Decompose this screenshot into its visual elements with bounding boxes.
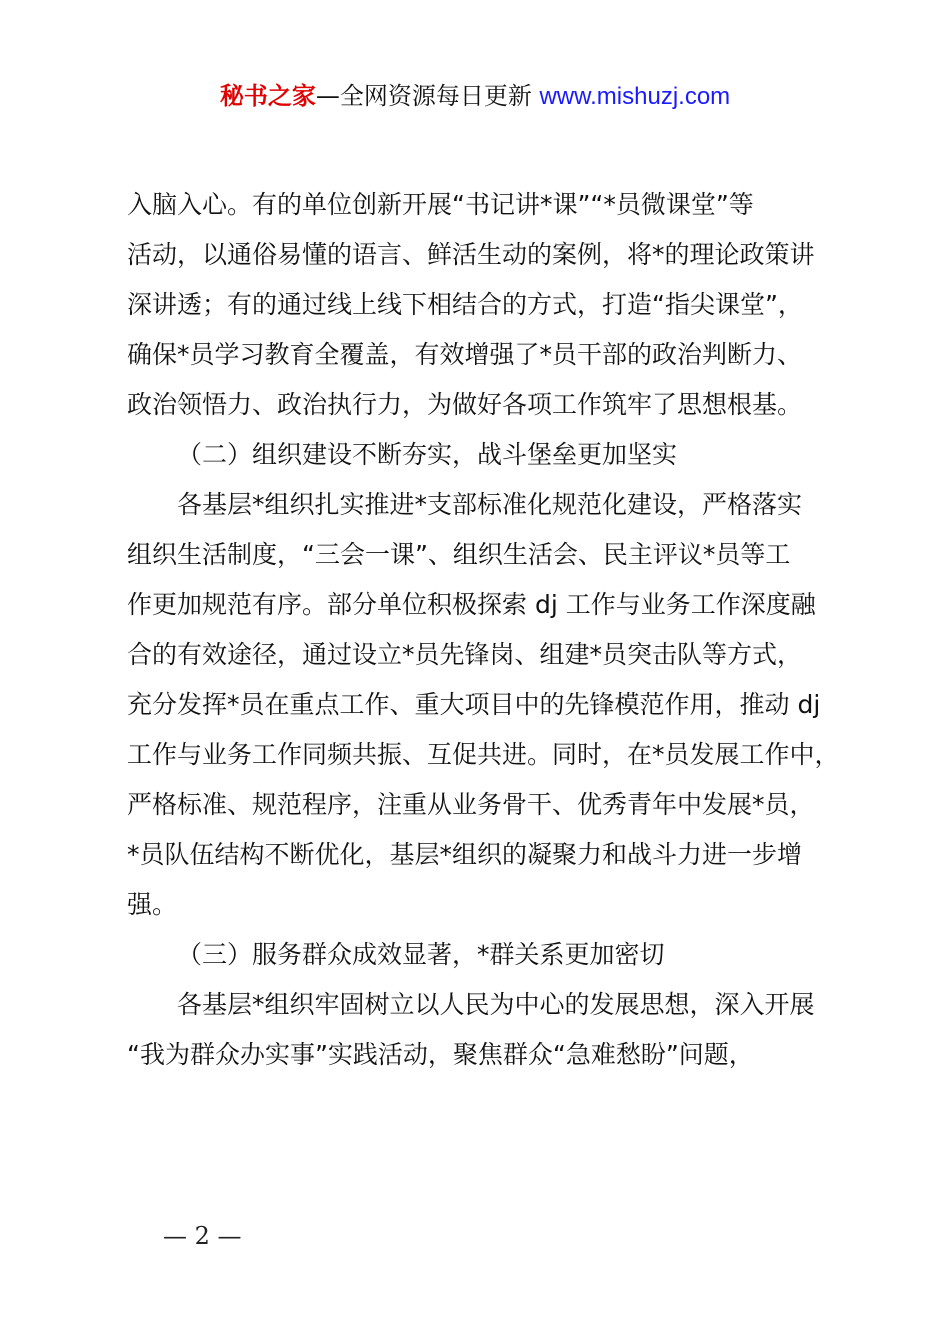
text-line: 各基层*组织扎实推进*支部标准化规范化建设，严格落实: [177, 490, 803, 519]
text-line: 入脑入心。有的单位创新开展“书记讲*课”“*员微课堂”等: [127, 190, 754, 219]
site-url-link[interactable]: www.mishuzj.com: [539, 83, 731, 110]
text-line: 组织生活制度，“三会一课”、组织生活会、民主评议*员等工: [127, 540, 791, 569]
paragraph-2: [127, 480, 840, 930]
paragraph-3: [127, 980, 832, 1080]
text-line: *员队伍结构不断优化，基层*组织的凝聚力和战斗力进一步增: [127, 840, 803, 869]
text-line: 充分发挥*员在重点工作、重大项目中的先锋模范作用，推动 dj: [127, 690, 821, 719]
text-line: “我为群众办实事”实践活动，聚焦群众“急难愁盼”问题，: [127, 1040, 754, 1069]
paragraph-1: [127, 180, 832, 430]
page-number: — 2 —: [163, 1222, 242, 1250]
brand-name: 秘书之家: [219, 82, 316, 110]
site-header: [0, 80, 950, 113]
section-heading-3: （三）服务群众成效显著，*群关系更加密切: [177, 940, 665, 969]
text-line: 合的有效途径，通过设立*员先锋岗、组建*员突击队等方式，: [127, 640, 803, 669]
text-line: 强。: [127, 890, 178, 919]
section-heading-2: （二）组织建设不断夯实，战斗堡垒更加坚实: [177, 440, 678, 469]
header-tagline: —全网资源每日更新: [315, 82, 532, 110]
document-body: [127, 180, 840, 1080]
text-line: 严格标准、规范程序，注重从业务骨干、优秀青年中发展*员，: [127, 790, 815, 819]
text-line: 活动，以通俗易懂的语言、鲜活生动的案例，将*的理论政策讲: [127, 240, 815, 269]
text-line: 政治领悟力、政治执行力，为做好各项工作筑牢了思想根基。: [127, 390, 803, 419]
text-line: 工作与业务工作同频共振、互促共进。同时，在*员发展工作中，: [127, 740, 840, 769]
text-line: 确保*员学习教育全覆盖，有效增强了*员干部的政治判断力、: [127, 340, 803, 369]
text-line: 深讲透；有的通过线上线下相结合的方式，打造“指尖课堂”，: [127, 290, 803, 319]
text-line: 各基层*组织牢固树立以人民为中心的发展思想，深入开展: [177, 990, 815, 1019]
text-line: 作更加规范有序。部分单位积极探索 dj 工作与业务工作深度融: [127, 590, 816, 619]
